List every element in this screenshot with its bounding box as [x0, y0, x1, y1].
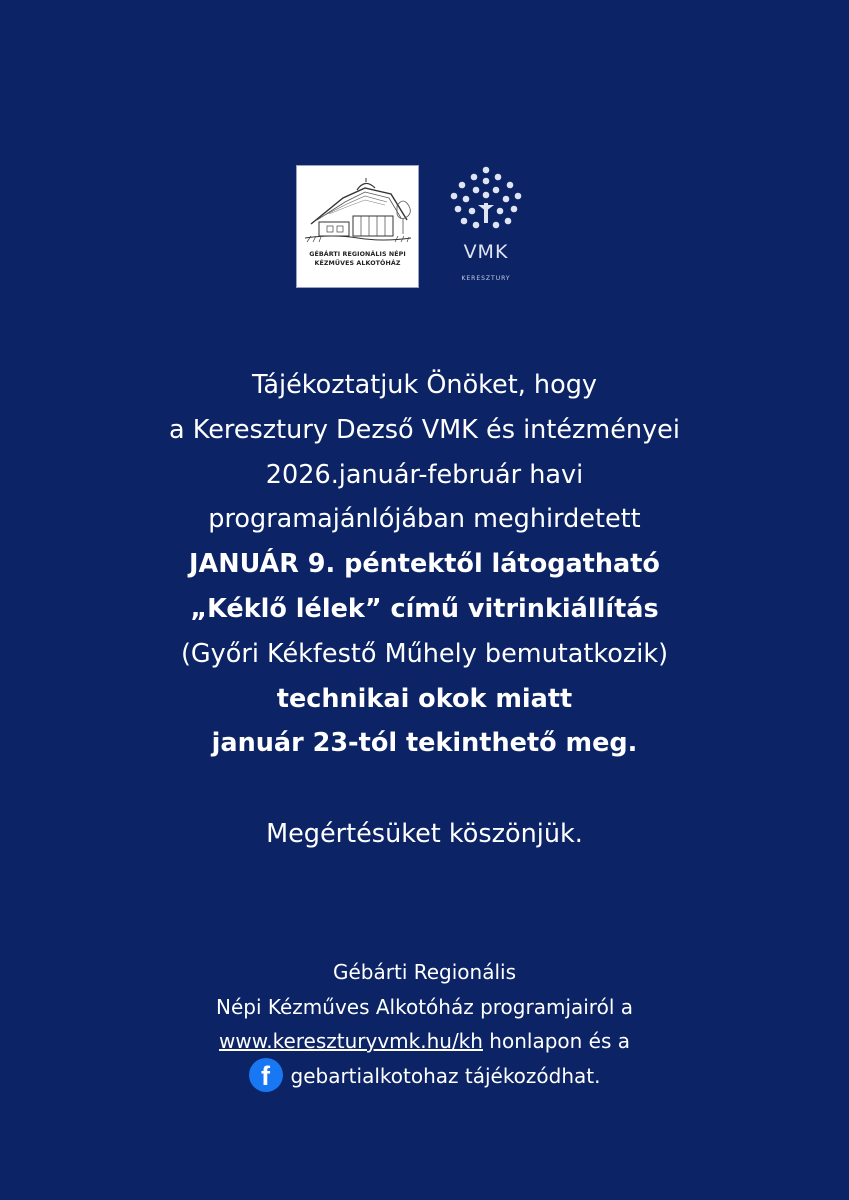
- logo-caption-line: GÉBÁRTI REGIONÁLIS NÉPI: [309, 251, 406, 258]
- notice-text: [0, 363, 849, 766]
- facebook-text: gebartialkotohaz tájékozódhat.: [290, 1063, 601, 1088]
- logo-caption-line: KÉZMŰVES ALKOTÓHÁZ: [314, 260, 401, 267]
- footer-line: Népi Kézműves Alkotóház programjairól a: [215, 994, 633, 1019]
- notice-line-bold: JANUÁR 9. péntektől látogatható: [189, 549, 660, 580]
- alkotohaz-logo: [296, 165, 419, 288]
- facebook-icon[interactable]: f: [249, 1058, 283, 1092]
- logo-row: [0, 165, 849, 290]
- notice-line-bold: technikai okok miatt: [276, 683, 573, 714]
- notice-line: a Keresztury Dezső VMK és intézményei: [169, 414, 680, 445]
- website-link[interactable]: www.kereszturyvmk.hu/kh: [218, 1029, 483, 1053]
- footer: [0, 955, 849, 1094]
- vmk-wordmark: VMK: [463, 241, 509, 263]
- vmk-subtitle: KERESZTURY: [461, 275, 511, 282]
- footer-line-rest: honlapon és a: [482, 1029, 631, 1053]
- notice-line: programajánlójában meghirdetett: [208, 504, 641, 535]
- footer-line: [0, 1024, 849, 1059]
- alkotohaz-logo-caption: [297, 250, 418, 268]
- house-drawing-icon: [303, 176, 413, 250]
- exhibition-title: „Kéklő lélek” című vitrinkiállítás: [190, 593, 659, 624]
- footer-line: Gébárti Regionális: [333, 960, 516, 984]
- new-date-line: január 23-tól tekinthető meg.: [211, 728, 638, 759]
- notice-line: 2026.január-február havi: [265, 459, 584, 490]
- facebook-line: [0, 1059, 849, 1095]
- dot-fountain-icon: [444, 165, 528, 237]
- thanks-text: Megértésüket köszönjük.: [266, 819, 583, 849]
- notice-line: Tájékoztatjuk Önöket, hogy: [252, 370, 597, 400]
- vmk-logo: [444, 165, 528, 290]
- notice-line: (Győri Kékfestő Műhely bemutatkozik): [180, 638, 669, 669]
